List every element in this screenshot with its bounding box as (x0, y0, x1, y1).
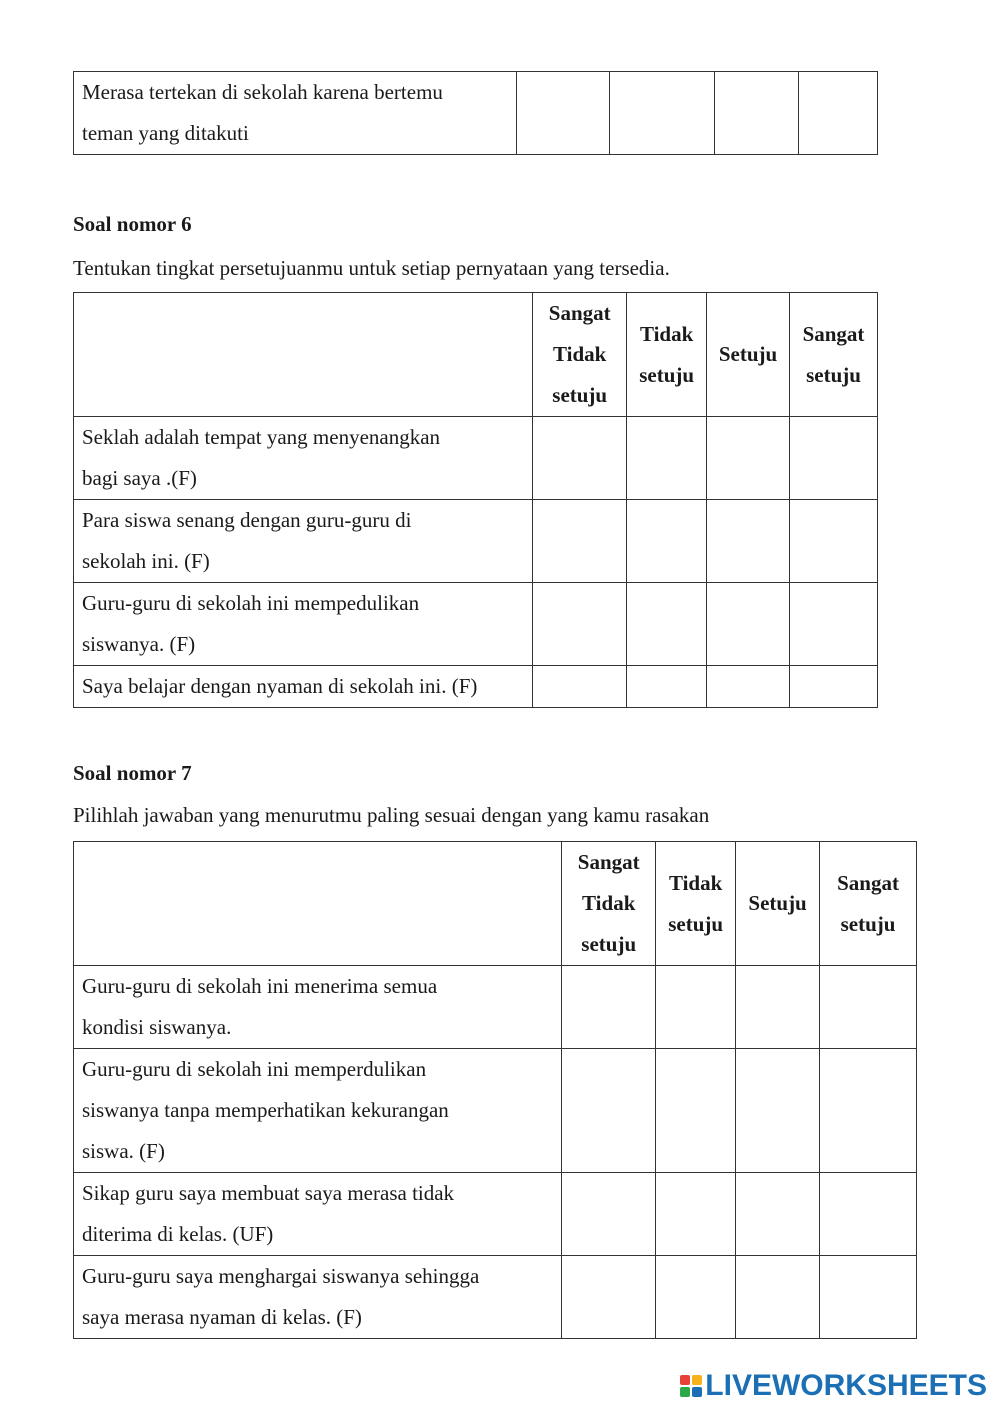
answer-cell[interactable] (656, 966, 736, 1049)
answer-cell[interactable] (656, 1049, 736, 1173)
answer-cell[interactable] (627, 583, 707, 666)
answer-cell[interactable] (707, 583, 790, 666)
answer-cell[interactable] (656, 1256, 736, 1339)
table-row (74, 72, 878, 155)
q7-table (73, 841, 917, 1339)
table-row (74, 1256, 917, 1339)
answer-cell[interactable] (736, 1049, 820, 1173)
header-sangat-setuju: Sangat setuju (790, 293, 878, 417)
header-row (74, 842, 917, 966)
table-row (74, 666, 878, 708)
answer-cell[interactable] (707, 500, 790, 583)
q6-table (73, 292, 878, 708)
answer-cell[interactable] (562, 1173, 656, 1256)
logo-mark-letter (680, 1387, 690, 1397)
statement-cell: Guru-guru saya menghargai siswanya sehingga saya merasa nyaman di kelas. (F) (74, 1256, 562, 1339)
liveworksheets-logo[interactable] (680, 1369, 987, 1403)
header-tidak-setuju: Tidak setuju (627, 293, 707, 417)
answer-cell[interactable] (627, 417, 707, 500)
statement-cell: Guru-guru di sekolah ini memperdulikan siswanya tanpa memperhatikan kekurangan siswa. (F) (74, 1049, 562, 1173)
liveworksheets-logo-icon (680, 1375, 702, 1397)
answer-cell[interactable] (736, 1256, 820, 1339)
answer-cell[interactable] (533, 417, 627, 500)
statement-cell: Guru-guru di sekolah ini menerima semua kondisi siswanya. (74, 966, 562, 1049)
answer-cell[interactable] (715, 72, 799, 155)
table-row (74, 417, 878, 500)
statement-cell: Guru-guru di sekolah ini mempedulikan siswanya. (F) (74, 583, 533, 666)
answer-cell[interactable] (656, 1173, 736, 1256)
answer-cell[interactable] (820, 1049, 917, 1173)
answer-cell[interactable] (820, 1256, 917, 1339)
header-setuju: Setuju (736, 842, 820, 966)
table-row (74, 966, 917, 1049)
q6-heading: Soal nomor 6 (73, 212, 192, 236)
q5-tail-table (73, 71, 878, 155)
table-row (74, 1049, 917, 1173)
answer-cell[interactable] (610, 72, 715, 155)
header-sangat-tidak-setuju: Sangat Tidak setuju (562, 842, 656, 966)
answer-cell[interactable] (707, 666, 790, 708)
statement-cell: Sikap guru saya membuat saya merasa tidak diterima di kelas. (UF) (74, 1173, 562, 1256)
table-row (74, 500, 878, 583)
q7-instruction: Pilihlah jawaban yang menurutmu paling sesuai dengan yang kamu rasakan (73, 803, 710, 827)
answer-cell[interactable] (820, 1173, 917, 1256)
statement-line: Merasa tertekan di sekolah karena bertemu (82, 80, 443, 104)
answer-cell[interactable] (562, 966, 656, 1049)
liveworksheets-logo-text: LIVEWORKSHEETS (705, 1369, 987, 1402)
statement-cell: Para siswa senang dengan guru-guru di sekolah ini. (F) (74, 500, 533, 583)
answer-cell[interactable] (707, 417, 790, 500)
answer-cell[interactable] (533, 583, 627, 666)
header-sangat-tidak-setuju: Sangat Tidak setuju (533, 293, 627, 417)
answer-cell[interactable] (562, 1049, 656, 1173)
statement-cell (74, 72, 517, 155)
answer-cell[interactable] (790, 666, 878, 708)
answer-cell[interactable] (799, 72, 878, 155)
q7-heading: Soal nomor 7 (73, 761, 192, 785)
statement-line: teman yang ditakuti (82, 121, 249, 145)
answer-cell[interactable] (533, 666, 627, 708)
empty-header (74, 842, 562, 966)
empty-header (74, 293, 533, 417)
answer-cell[interactable] (820, 966, 917, 1049)
q6-instruction: Tentukan tingkat persetujuanmu untuk setiap pernyataan yang tersedia. (73, 256, 670, 280)
header-sangat-setuju: Sangat setuju (820, 842, 917, 966)
answer-cell[interactable] (516, 72, 610, 155)
answer-cell[interactable] (736, 966, 820, 1049)
table-row (74, 583, 878, 666)
answer-cell[interactable] (790, 583, 878, 666)
table-row (74, 1173, 917, 1256)
header-row (74, 293, 878, 417)
answer-cell[interactable] (533, 500, 627, 583)
answer-cell[interactable] (627, 500, 707, 583)
answer-cell[interactable] (562, 1256, 656, 1339)
answer-cell[interactable] (736, 1173, 820, 1256)
answer-cell[interactable] (790, 500, 878, 583)
logo-mark-letter (680, 1375, 690, 1385)
answer-cell[interactable] (627, 666, 707, 708)
header-setuju: Setuju (707, 293, 790, 417)
logo-mark-letter (692, 1375, 702, 1385)
statement-cell: Seklah adalah tempat yang menyenangkan bagi saya .(F) (74, 417, 533, 500)
q5-tail-body (74, 72, 878, 155)
logo-mark-letter (692, 1387, 702, 1397)
header-tidak-setuju: Tidak setuju (656, 842, 736, 966)
answer-cell[interactable] (790, 417, 878, 500)
statement-cell: Saya belajar dengan nyaman di sekolah ini. (F) (74, 666, 533, 708)
